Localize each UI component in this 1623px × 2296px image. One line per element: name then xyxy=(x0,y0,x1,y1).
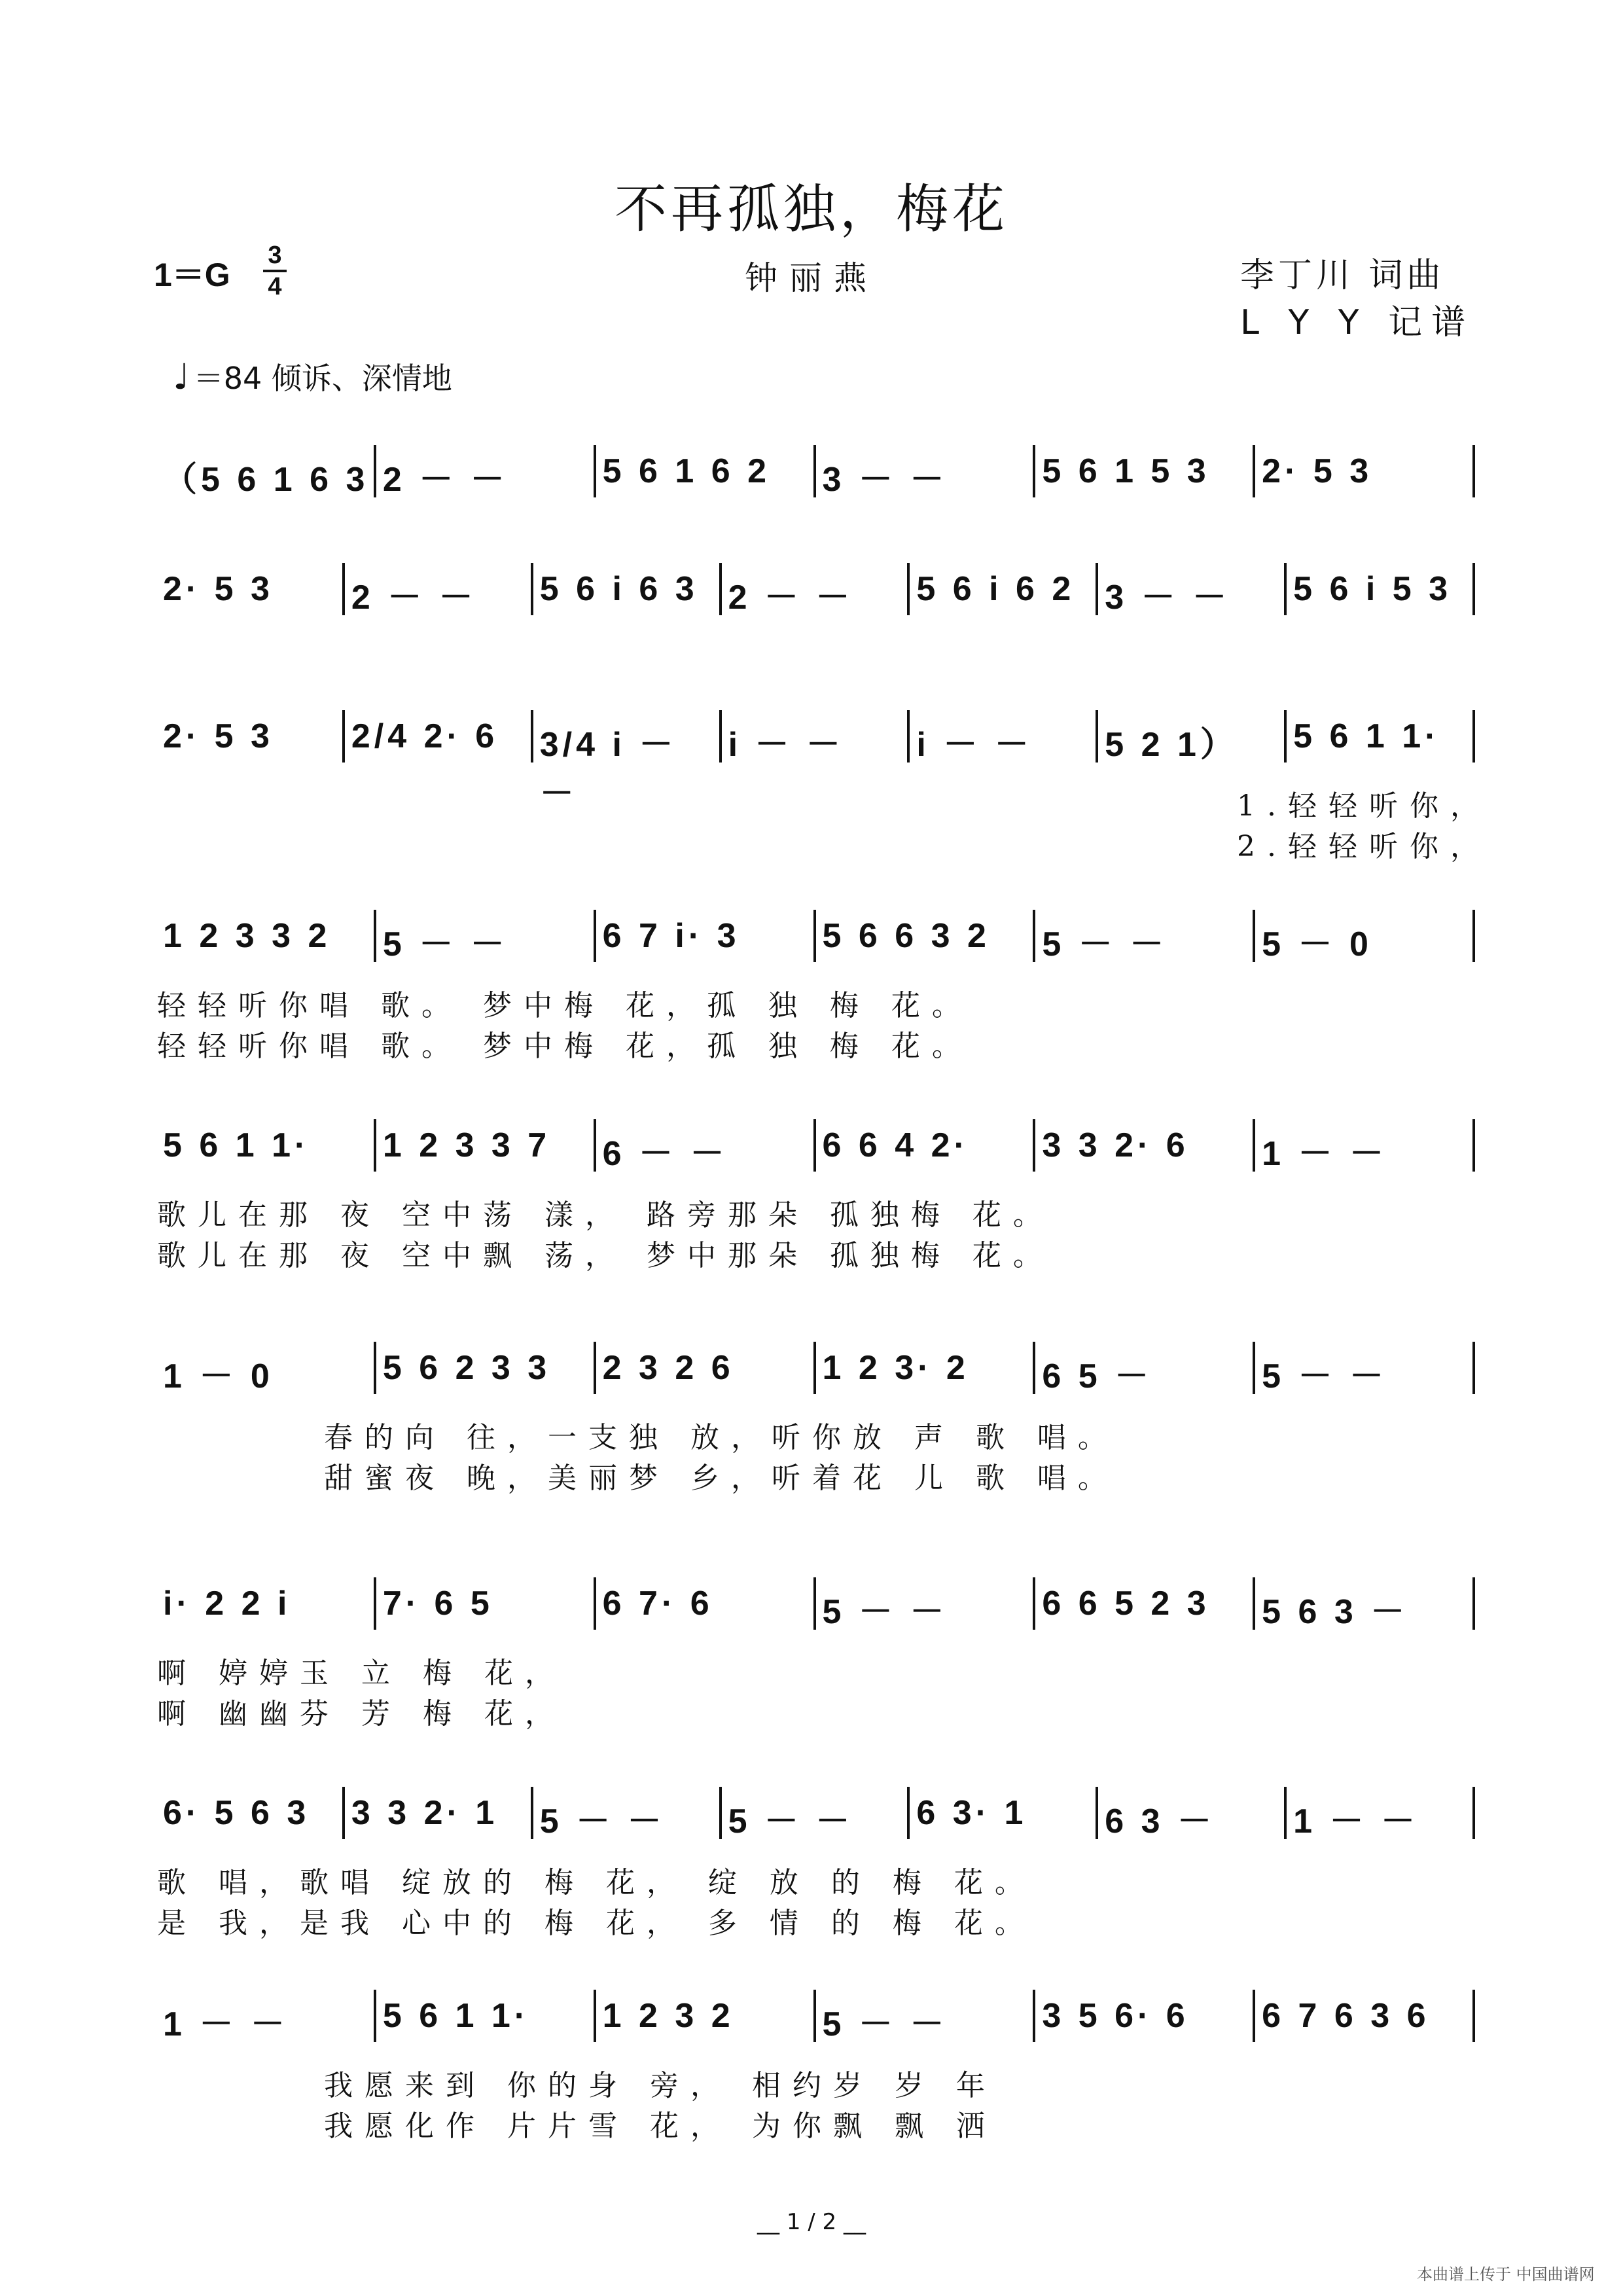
bar-line xyxy=(1472,910,1475,962)
bar-line xyxy=(813,1990,816,2042)
bar-line xyxy=(1033,1342,1035,1394)
footer-watermark: 本曲谱上传于 中国曲谱网 xyxy=(1417,2265,1595,2284)
measure: i － － xyxy=(916,726,1033,764)
measure: 5 6 i 6 2 xyxy=(916,570,1075,608)
measure: （5 6 1 6 3 xyxy=(163,461,369,499)
measure: 6 3· 1 xyxy=(916,1794,1027,1832)
measure: 5 6 1 1· xyxy=(382,1997,530,2035)
bar-line xyxy=(813,1342,816,1394)
bar-line xyxy=(813,910,816,962)
page-number: __ 1 / 2 __ xyxy=(757,2209,866,2235)
bar-line xyxy=(342,563,345,615)
bar-line xyxy=(1253,1990,1255,2042)
bar-line xyxy=(1253,445,1255,497)
measure: 5 6 i 6 3 xyxy=(539,570,698,608)
bar-line xyxy=(594,1342,596,1394)
score-system xyxy=(0,563,1623,694)
lyric-line-2: 我愿化作 片片雪 花， 为你飘 飘 洒 xyxy=(324,2109,997,2143)
measure: 5 6 1 1· xyxy=(1293,717,1440,755)
measure: 2· 5 3 xyxy=(163,717,274,755)
score-system xyxy=(0,1342,1623,1495)
bar-line xyxy=(374,910,376,962)
measure: 6 6 4 2· xyxy=(822,1126,969,1164)
measure: 5 6 6 3 2 xyxy=(822,917,990,955)
bar-line xyxy=(1253,1577,1255,1630)
lyric-line-1: 歌儿在那 夜 空中荡 漾， 路旁那朵 孤独梅 花。 xyxy=(157,1198,1054,1232)
bar-line xyxy=(1472,1577,1475,1630)
measure: 2· 5 3 xyxy=(163,570,274,608)
measure: 5 － － xyxy=(539,1803,666,1840)
bar-line xyxy=(594,910,596,962)
time-signature-top: 3 xyxy=(268,242,282,269)
measure: i － － xyxy=(728,726,844,764)
bar-line xyxy=(1033,910,1035,962)
measure: 5 － － xyxy=(382,925,508,963)
measure: 1 2 3· 2 xyxy=(822,1349,969,1387)
measure: 6 7· 6 xyxy=(602,1585,713,1623)
lyric-line-2: 2.轻轻听你， xyxy=(1237,830,1491,863)
lyric-line-1: 轻轻听你唱 歌。 梦中梅 花，孤 独 梅 花。 xyxy=(157,989,972,1022)
bar-line xyxy=(1472,445,1475,497)
measure: 3 3 2· 1 xyxy=(351,1794,499,1832)
score-system xyxy=(0,1990,1623,2143)
bar-line xyxy=(813,1577,816,1630)
bar-line xyxy=(342,1787,345,1839)
measure: 1 2 3 2 xyxy=(602,1997,734,2035)
score-system xyxy=(0,1787,1623,1940)
measure: 5 － － xyxy=(822,2005,948,2043)
bar-line xyxy=(907,1787,910,1839)
bar-line xyxy=(594,1990,596,2042)
bar-line xyxy=(1472,563,1475,615)
bar-line xyxy=(1284,563,1287,615)
bar-line xyxy=(1472,1342,1475,1394)
bar-line xyxy=(1253,1119,1255,1172)
bar-line xyxy=(1284,1787,1287,1839)
measure: 1 － 0 xyxy=(163,1357,274,1395)
bar-line xyxy=(719,710,722,762)
bar-line xyxy=(594,1577,596,1630)
bar-line xyxy=(1472,710,1475,762)
bar-line xyxy=(531,710,533,762)
quarter-note-icon: ♩ xyxy=(173,356,190,397)
measure: 5 － － xyxy=(1262,1357,1387,1395)
measure: 6 5 － xyxy=(1042,1357,1153,1395)
score-system xyxy=(0,445,1623,576)
bar-line xyxy=(813,445,816,497)
credit-lyrics-music: 李丁川 词曲 xyxy=(1240,256,1445,295)
tempo-marking xyxy=(154,319,452,398)
bar-line xyxy=(594,445,596,497)
measure: i· 2 2 i xyxy=(163,1585,291,1623)
measure: 1 － － xyxy=(163,2005,289,2043)
measure: 5 6 1 5 3 xyxy=(1042,452,1210,490)
key-signature: 1＝G xyxy=(154,257,230,293)
measure: 2 3 2 6 xyxy=(602,1349,734,1387)
tempo-text: ＝84 倾诉、深情地 xyxy=(193,361,452,396)
bar-line xyxy=(719,563,722,615)
measure: 1 － － xyxy=(1262,1135,1387,1173)
score-system xyxy=(0,1119,1623,1272)
measure: 5 2 1） xyxy=(1105,726,1238,764)
time-signature-bottom: 4 xyxy=(268,273,282,300)
bar-line xyxy=(719,1787,722,1839)
lyric-line-1: 春的向 往，一支独 放，听你放 声 歌 唱。 xyxy=(324,1421,1118,1454)
bar-line xyxy=(1253,910,1255,962)
lyric-line-2: 甜蜜夜 晚，美丽梦 乡，听着花 儿 歌 唱。 xyxy=(324,1462,1118,1495)
measure: 5 6 2 3 3 xyxy=(382,1349,551,1387)
measure: 3 － － xyxy=(822,461,948,499)
bar-line xyxy=(342,710,345,762)
lyric-line-1: 我愿来到 你的身 旁， 相约岁 岁 年 xyxy=(324,2069,997,2102)
bar-line xyxy=(1033,1990,1035,2042)
score-system xyxy=(0,910,1623,1063)
bar-line xyxy=(374,445,376,497)
bar-line xyxy=(531,563,533,615)
measure: 2/4 2· 6 xyxy=(351,717,499,755)
bar-line xyxy=(1253,1342,1255,1394)
bar-line xyxy=(374,1119,376,1172)
measure: 1 － － xyxy=(1293,1803,1419,1840)
bar-line xyxy=(1284,710,1287,762)
measure: 5 6 1 1· xyxy=(163,1126,310,1164)
measure: 7· 6 5 xyxy=(382,1585,493,1623)
bar-line xyxy=(813,1119,816,1172)
measure: 5 6 1 6 2 xyxy=(602,452,771,490)
measure: 6· 5 6 3 xyxy=(163,1794,310,1832)
bar-line xyxy=(531,1787,533,1839)
measure: 5 6 3 － xyxy=(1262,1593,1409,1631)
lyric-line-2: 是 我，是我 心中的 梅 花， 多 情 的 梅 花。 xyxy=(157,1907,1035,1940)
bar-line xyxy=(1033,1577,1035,1630)
score-system xyxy=(0,1577,1623,1731)
measure: 5 6 i 5 3 xyxy=(1293,570,1452,608)
measure: 6 － － xyxy=(602,1135,728,1173)
measure: 3 － － xyxy=(1105,579,1231,617)
measure: 5 － － xyxy=(1042,925,1168,963)
measure: 2 － － xyxy=(728,579,854,617)
measure: 6 7 6 3 6 xyxy=(1262,1997,1430,2035)
measure: 3 5 6· 6 xyxy=(1042,1997,1189,2035)
lyric-line-1: 1.轻轻听你， xyxy=(1237,789,1491,823)
measure: 1 2 3 3 2 xyxy=(163,917,331,955)
measure: 3/4 i － － xyxy=(539,726,677,813)
measure: 6 3 － xyxy=(1105,1803,1216,1840)
bar-line xyxy=(374,1342,376,1394)
measure: 1 2 3 3 7 xyxy=(382,1126,551,1164)
credit-transcriber: L Y Y 记谱 xyxy=(1240,303,1475,342)
lyric-line-2: 啊 幽幽芬 芳 梅 花， xyxy=(157,1697,565,1731)
bar-line xyxy=(594,1119,596,1172)
measure: 6 6 5 2 3 xyxy=(1042,1585,1210,1623)
bar-line xyxy=(1096,710,1098,762)
singer: 钟丽燕 xyxy=(745,259,878,297)
bar-line xyxy=(374,1577,376,1630)
measure: 2 － － xyxy=(351,579,477,617)
bar-line xyxy=(1096,1787,1098,1839)
measure: 2· 5 3 xyxy=(1262,452,1373,490)
bar-line xyxy=(374,1990,376,2042)
measure: 3 3 2· 6 xyxy=(1042,1126,1189,1164)
measure: 5 － － xyxy=(728,1803,854,1840)
measure: 2 － － xyxy=(382,461,508,499)
score-system xyxy=(0,710,1623,863)
bar-line xyxy=(1033,1119,1035,1172)
lyric-line-1: 歌 唱，歌唱 绽放的 梅 花， 绽 放 的 梅 花。 xyxy=(157,1866,1035,1899)
lyric-line-2: 轻轻听你唱 歌。 梦中梅 花，孤 独 梅 花。 xyxy=(157,1030,972,1063)
bar-line xyxy=(907,710,910,762)
bar-line xyxy=(907,563,910,615)
bar-line xyxy=(1472,1119,1475,1172)
bar-line xyxy=(1033,445,1035,497)
bar-line xyxy=(1472,1787,1475,1839)
measure: 5 － － xyxy=(822,1593,948,1631)
song-title: 不再孤独，梅花 xyxy=(615,179,1008,240)
lyric-line-1: 啊 婷婷玉 立 梅 花， xyxy=(157,1657,565,1690)
bar-line xyxy=(1096,563,1098,615)
measure: 6 7 i· 3 xyxy=(602,917,740,955)
measure: 5 － 0 xyxy=(1262,925,1372,963)
lyric-line-2: 歌儿在那 夜 空中飘 荡， 梦中那朵 孤独梅 花。 xyxy=(157,1239,1054,1272)
bar-line xyxy=(1472,1990,1475,2042)
